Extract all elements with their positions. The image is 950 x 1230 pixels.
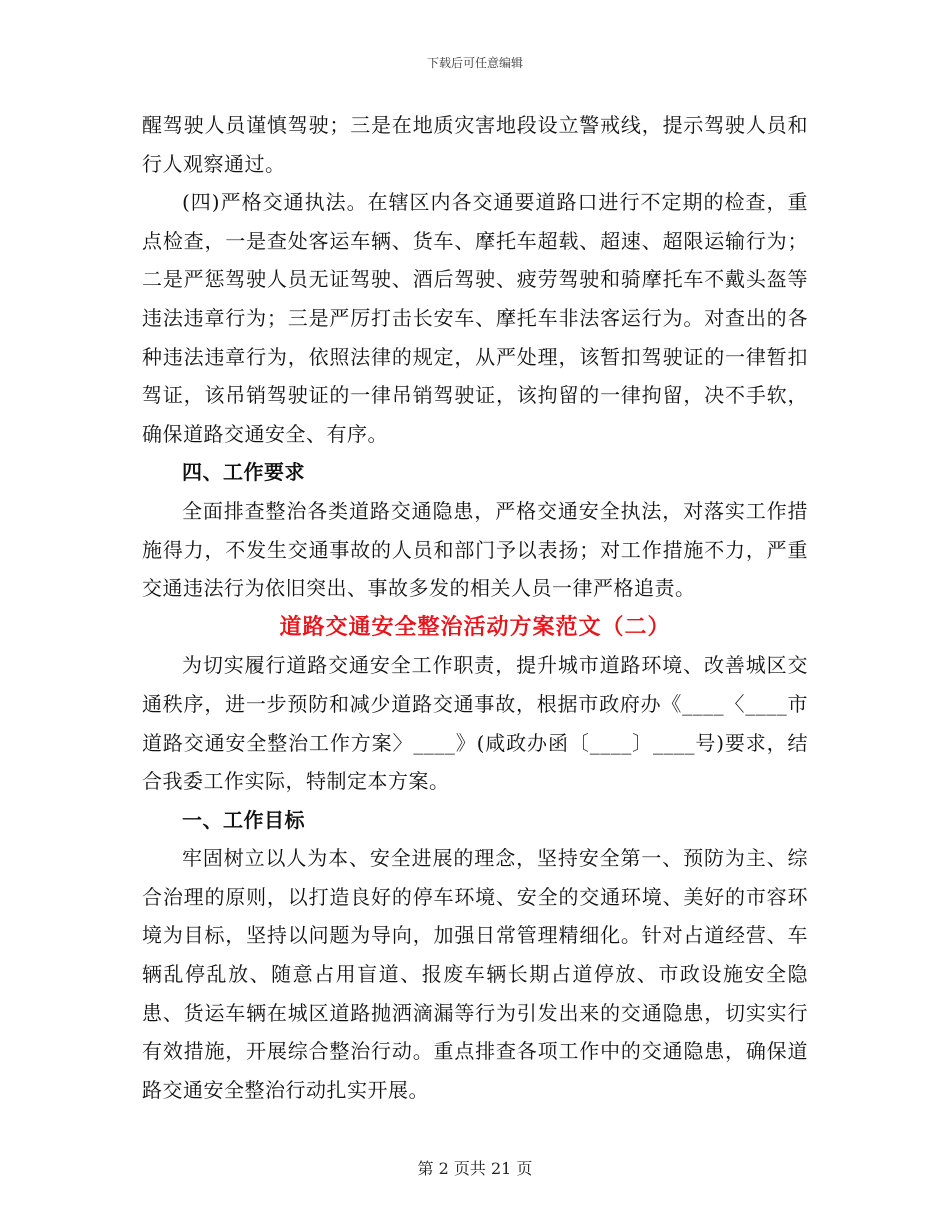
page-footer: 第 2 页共 21 页 [417,1159,533,1178]
paragraph-goals: 牢固树立以人为本、安全进展的理念，坚持安全第一、预防为主、综合治理的原则，以打造良好的停车环境、安全的交通环境、美好的市容环境为目标，坚持以问题为导向，加强日常管理精细化。针对占道经营、车辆乱停乱放、随意占用盲道、报废车辆长期占道停放、市政设施安全隐患、货运车辆在城区道路抛洒滴漏等行为引发出来的交通隐患，切实实行有效措施，开展综合整治行动。重点排查各项工作中的交通隐患，确保道路交通安全整治行动扎实开展。 [142,846,808,1102]
document-title: 道路交通安全整治活动方案范文（二） [279,613,671,640]
section-heading-requirements: 四、工作要求 [182,460,305,485]
paragraph-requirements: 全面排查整治各类道路交通隐患，严格交通安全执法，对落实工作措施得力，不发生交通事故的人员和部门予以表扬；对工作措施不力，严重交通违法行为依旧突出、事故多发的相关人员一律严格追责。 [142,498,808,601]
page-header: 下载后可任意编辑 [426,56,523,70]
paragraph-enforcement: (四)严格交通执法。在辖区内各交通要道路口进行不定期的检查，重点检查，一是查处客运车辆、货车、摩托车超载、超速、超限运输行为；二是严惩驾驶人员无证驾驶、酒后驾驶、疲劳驾驶和骑摩托车不戴头盔等违法违章行为；三是严厉打击长安车、摩托车非法客运行为。对查出的各种违法违章行为，依照法律的规定，从严处理，该暂扣驾驶证的一律暂扣驾证，该吊销驾驶证的一律吊销驾驶证，该拘留的一律拘留，决不手软，确保道路交通安全、有序。 [142,190,808,446]
paragraph-intro: 为切实履行道路交通安全工作职责，提升城市道路环境、改善城区交通秩序，进一步预防和减少道路交通事故，根据市政府办《____〈____市道路交通安全整治工作方案〉____》(咸政办函〔____〕____号)要求，结合我委工作实际，特制定本方案。 [142,653,808,794]
section-heading-goals: 一、工作目标 [182,807,305,832]
paragraph-continuation: 醒驾驶人员谨慎驾驶；三是在地质灾害地段设立警戒线，提示驾驶人员和行人观察通过。 [142,113,808,176]
document-body [142,106,808,1109]
